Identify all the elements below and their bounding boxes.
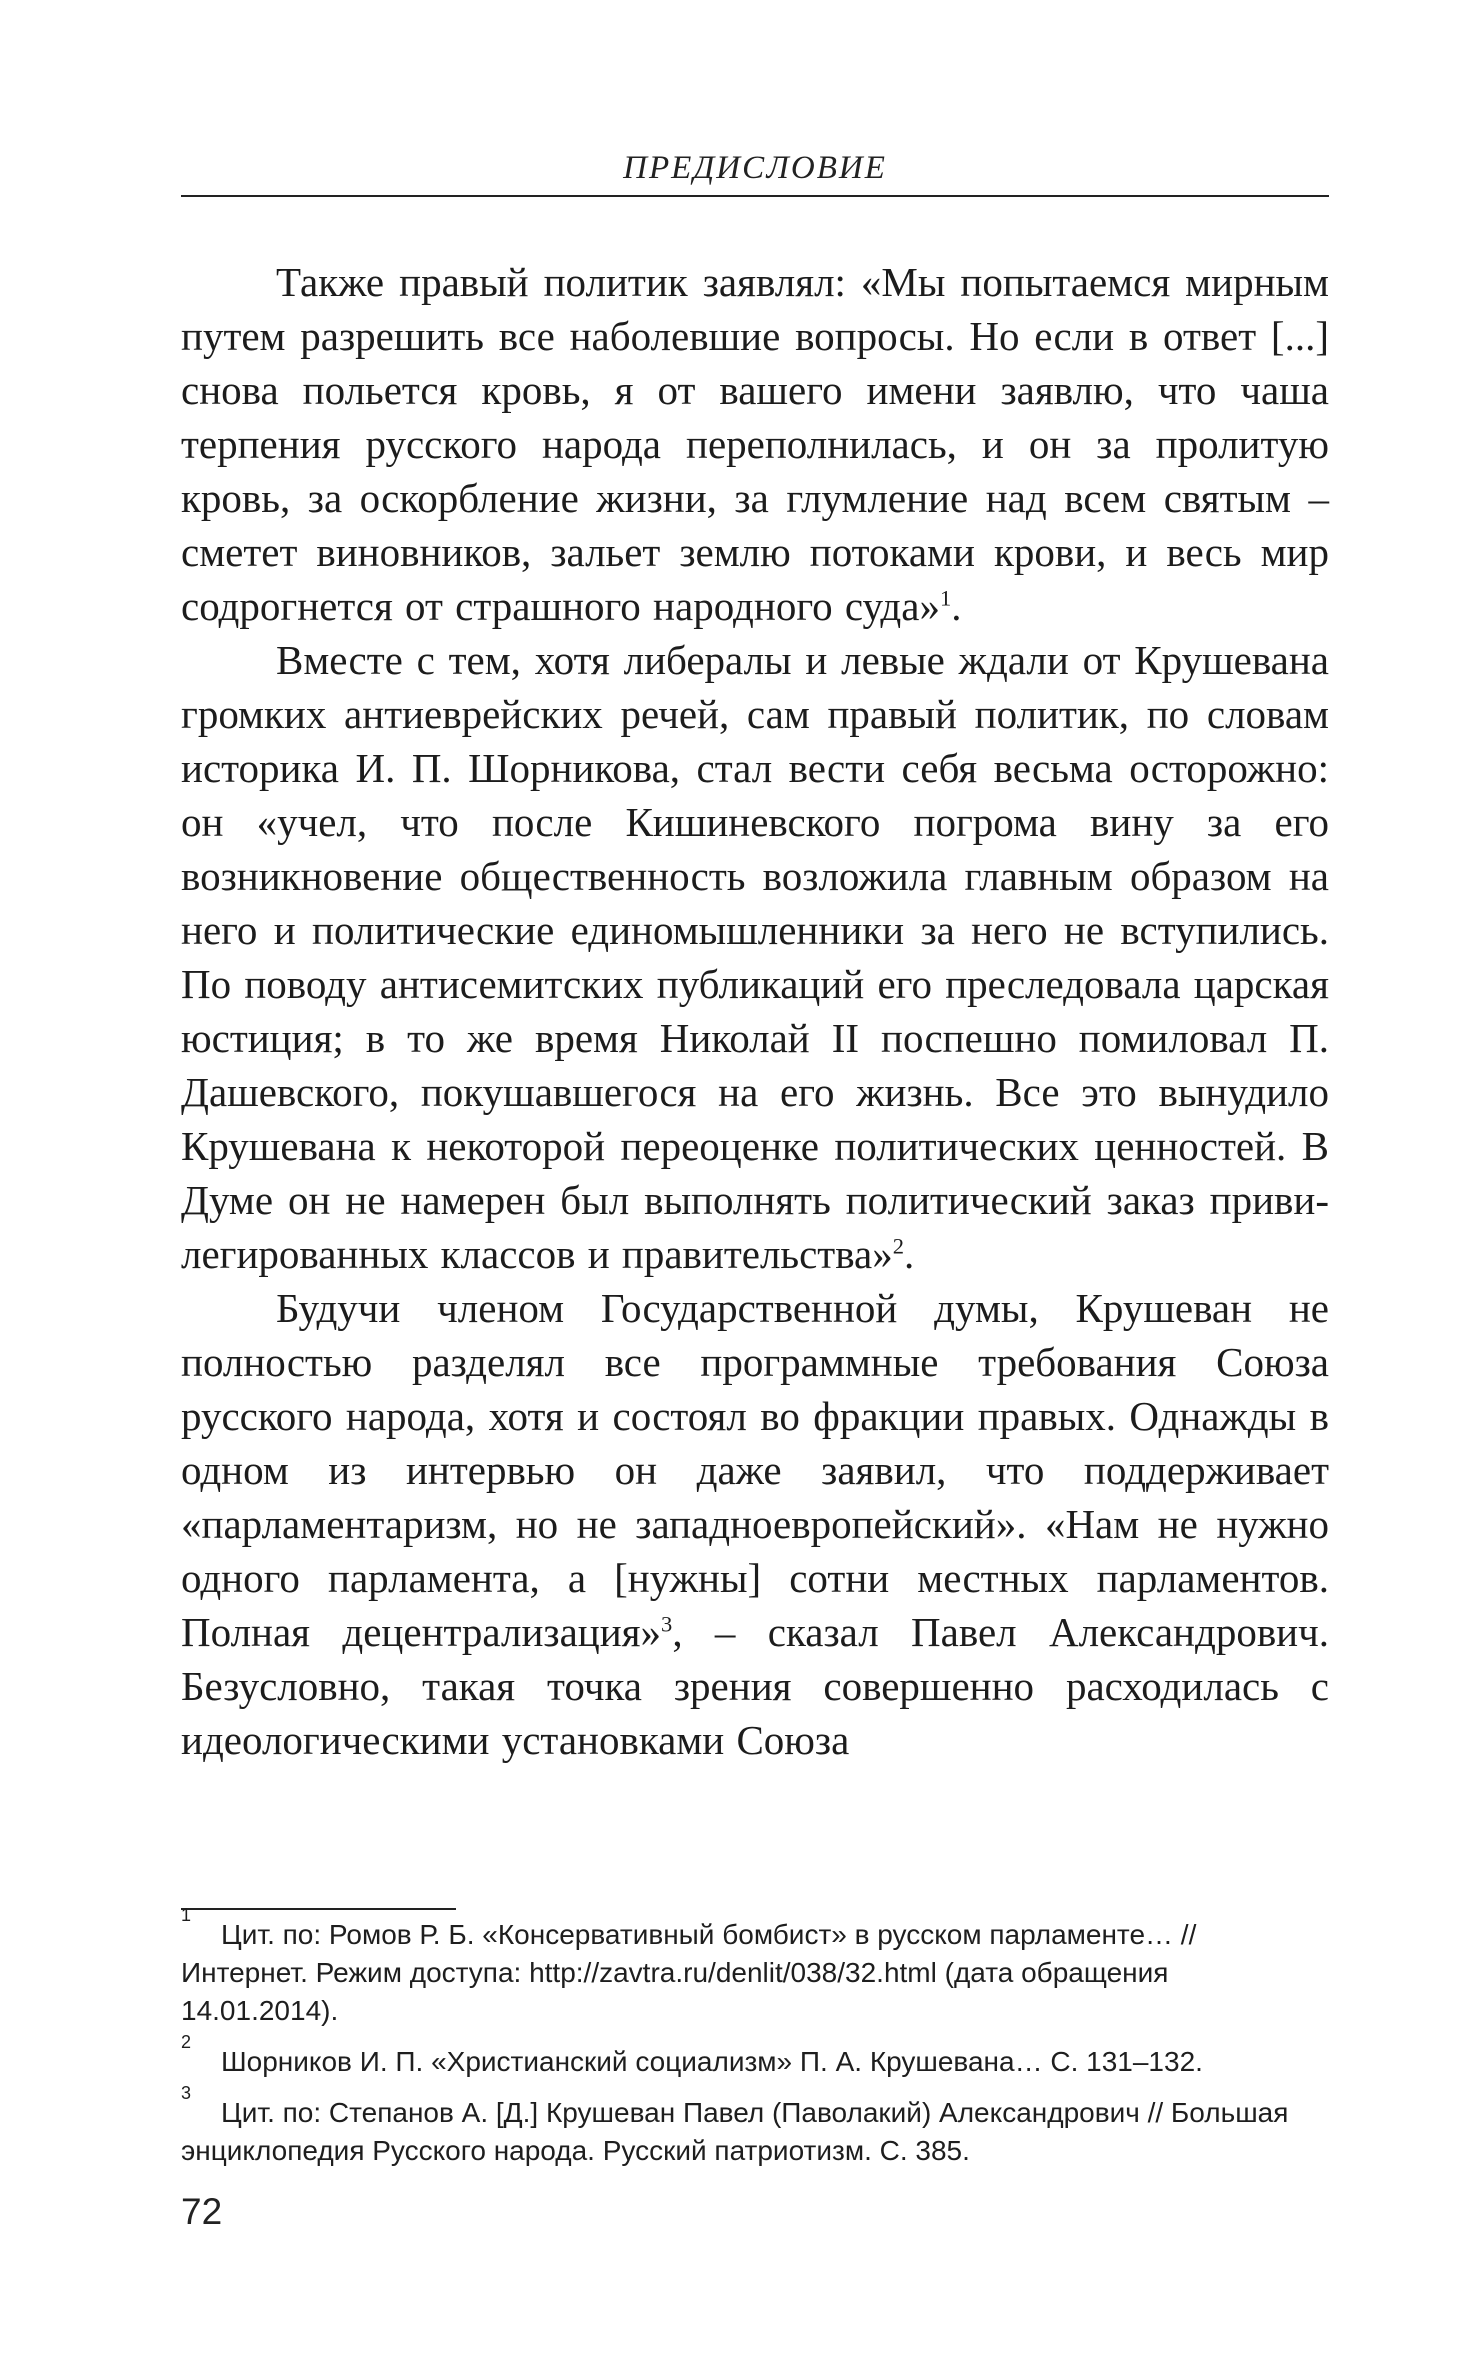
footnote-text: Цит. по: Степанов А. [Д.] Крушеван Павел (Паволакий) Александрович // Большая энциклопедия Русского народа. Русский патриотизм. С. 385.: [181, 2097, 1289, 2166]
page-number: 72: [181, 2191, 223, 2232]
footnote-mark: 1: [181, 1905, 192, 1925]
footnote: [181, 2083, 1329, 2170]
footnote-text: Шорников И. П. «Христианский социализм» П. А. Крушевана… С. 131–132.: [221, 2046, 1203, 2077]
paragraph: [181, 255, 1329, 633]
footnote-rule: [181, 1908, 456, 1910]
body-text: [181, 255, 1329, 1767]
running-head: ПРЕДИСЛОВИЕ: [623, 150, 887, 186]
footnote-text: Цит. по: Ромов Р. Б. «Консервативный бомбист» в русском парламенте… // Интернет. Режим доступа: http://zavtra.ru/denlit/038/32.html (дата обращения 14.01.2014).: [181, 1919, 1197, 2026]
paragraph-text: Вместе с тем, хотя либералы и левые ждали от Крушевана громких антиеврейских речей, сам правый политик, по словам историка И. П. Шорникова, стал вести себя весьма осторожно: он «учел, что после Кишиневского погрома вину за его возникновение общественность возложила главным образом на него и политические единомышленники за него не вступились. По поводу антисемитских публикаций его преследовала царская юстиция; в то же время Николай II поспешно помиловал П. Дашевского, покушавшегося на его жизнь. Все это вынудило Крушевана к некоторой переоценке политических ценностей. В Думе он не намерен был выполнять политический заказ привилегированных классов и правительства»: [181, 637, 1329, 1277]
paragraph: [181, 633, 1329, 1281]
footnotes: [181, 1905, 1329, 2183]
header-rule: [181, 195, 1329, 197]
paragraph-text: Будучи членом Государственной думы, Крушеван не полностью разделял все программные требования Союза русского народа, хотя и состоял во фракции правых. Однажды в одном из интервью он даже заявил, что поддерживает «парламентаризм, но не западноевропейский». «Нам не нужно одного парламента, а [нужны] сотни местных парламентов. Полная децентрализация»: [181, 1285, 1329, 1655]
paragraph: [181, 1281, 1329, 1767]
paragraph-text: Также правый политик заявлял: «Мы попытаемся мирным путем разрешить все наболевшие вопросы. Но если в ответ [...] снова польется кровь, я от вашего имени заявлю, что чаша терпения русского народа переполнилась, и он за пролитую кровь, за оскорбление жизни, за глумление над всем святым – сметет виновников, зальет землю потоками крови, и весь мир содрогнется от страшного народного суда»: [181, 259, 1329, 629]
footnote-mark: 3: [181, 2083, 192, 2103]
paragraph-tail: , – сказал Павел Александрович. Безусловно, такая точка зрения совершенно расходилась с идеологическими установками Союза: [181, 1609, 1329, 1763]
footnote: [181, 1905, 1329, 2030]
footnote: [181, 2032, 1329, 2081]
footnote-reference[interactable]: 2: [892, 1233, 905, 1259]
paragraph-tail: .: [951, 583, 962, 629]
footnote-mark: 2: [181, 2032, 192, 2052]
paragraph-tail: .: [904, 1231, 915, 1277]
footnote-reference[interactable]: 3: [661, 1611, 673, 1637]
footnote-reference[interactable]: 1: [940, 585, 952, 611]
